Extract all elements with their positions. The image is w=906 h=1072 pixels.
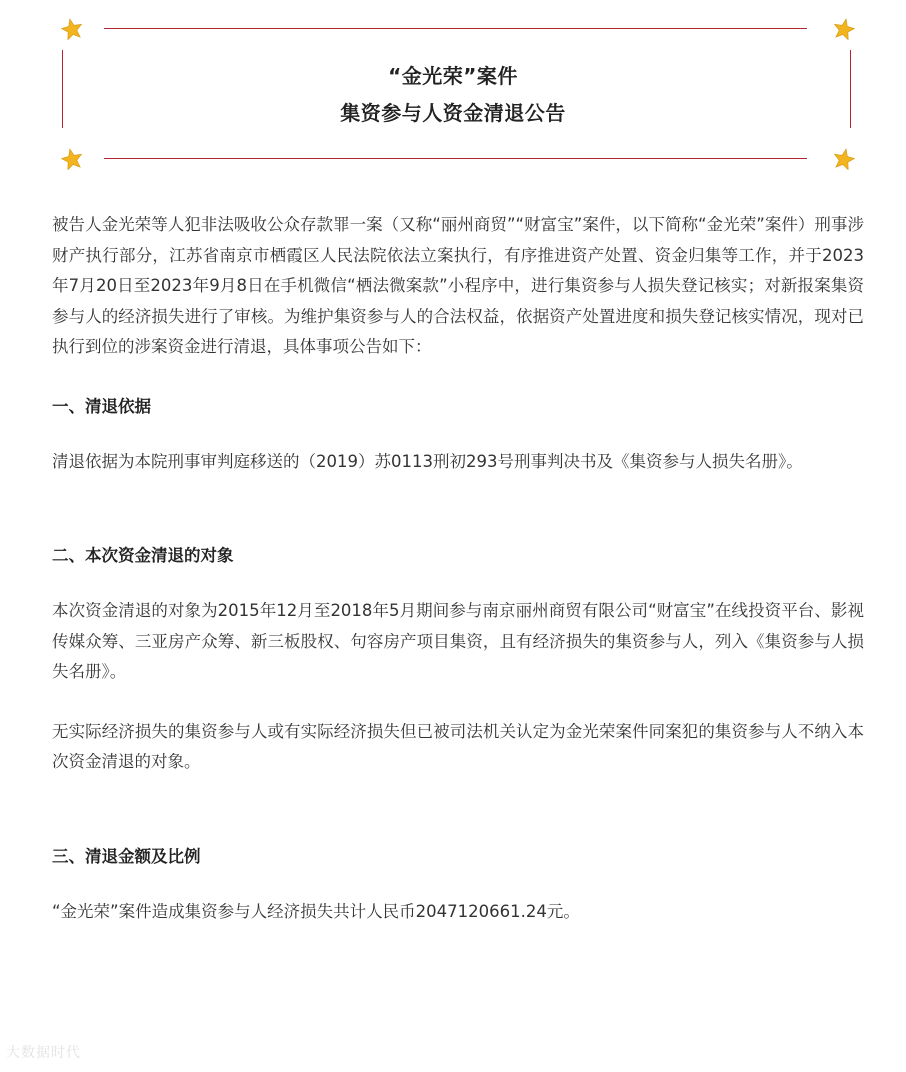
star-icon xyxy=(61,18,83,40)
section-amount-paragraph: “金光荣”案件造成集资参与人经济损失共计人民币2047120661.24元。 xyxy=(52,901,580,921)
star-icon xyxy=(833,148,855,170)
section-targets-paragraph: 本次资金清退的对象为2015年12月至2018年5月期间参与南京丽州商贸有限公司“财富宝”在线投资平台、影视传媒众筹、三亚房产众筹、新三板股权、句容房产项目集资，且有经济损失的集资参与人，列入《集资参与人损失名册》。 xyxy=(52,601,864,681)
star-icon xyxy=(61,148,83,170)
page-title-line2: 集资参与人资金清退公告 xyxy=(340,101,566,125)
section-heading-targets: 二、本次资金清退的对象 xyxy=(52,546,234,565)
title-frame xyxy=(0,0,906,190)
watermark-text: 大数据时代 xyxy=(6,1045,81,1061)
section-heading-basis: 一、清退依据 xyxy=(52,396,151,416)
intro-paragraph: 被告人金光荣等人犯非法吸收公众存款罪一案（又称“丽州商贸”“财富宝”案件，以下简称“金光荣”案件）刑事涉财产执行部分，江苏省南京市栖霞区人民法院依法立案执行，有序推进资产处置、资金归集等工作，并于2023年7月20日至2023年9月8日在手机微信“栖法微案款”小程序中，进行集资参与人损失登记核实；对新报案集资参与人的经济损失进行了审核。为维护集资参与人的合法权益，依据资产处置进度和损失登记核实情况，现对已执行到位的涉案资金进行清退，具体事项公告如下： xyxy=(52,215,864,356)
article-body xyxy=(52,210,864,927)
section-heading-amount: 三、清退金额及比例 xyxy=(52,846,201,866)
star-icon xyxy=(833,18,855,40)
page-title-line1: “金光荣”案件 xyxy=(388,64,518,88)
section-targets-exclusion-paragraph: 无实际经济损失的集资参与人或有实际经济损失但已被司法机关认定为金光荣案件同案犯的集资参与人不纳入本次资金清退的对象。 xyxy=(52,721,864,771)
frame-top-line xyxy=(104,28,807,29)
frame-bottom-line xyxy=(104,158,807,159)
section-basis-paragraph: 清退依据为本院刑事审判庭移送的（2019）苏0113刑初293号刑事判决书及《集资参与人损失名册》。 xyxy=(52,451,803,471)
